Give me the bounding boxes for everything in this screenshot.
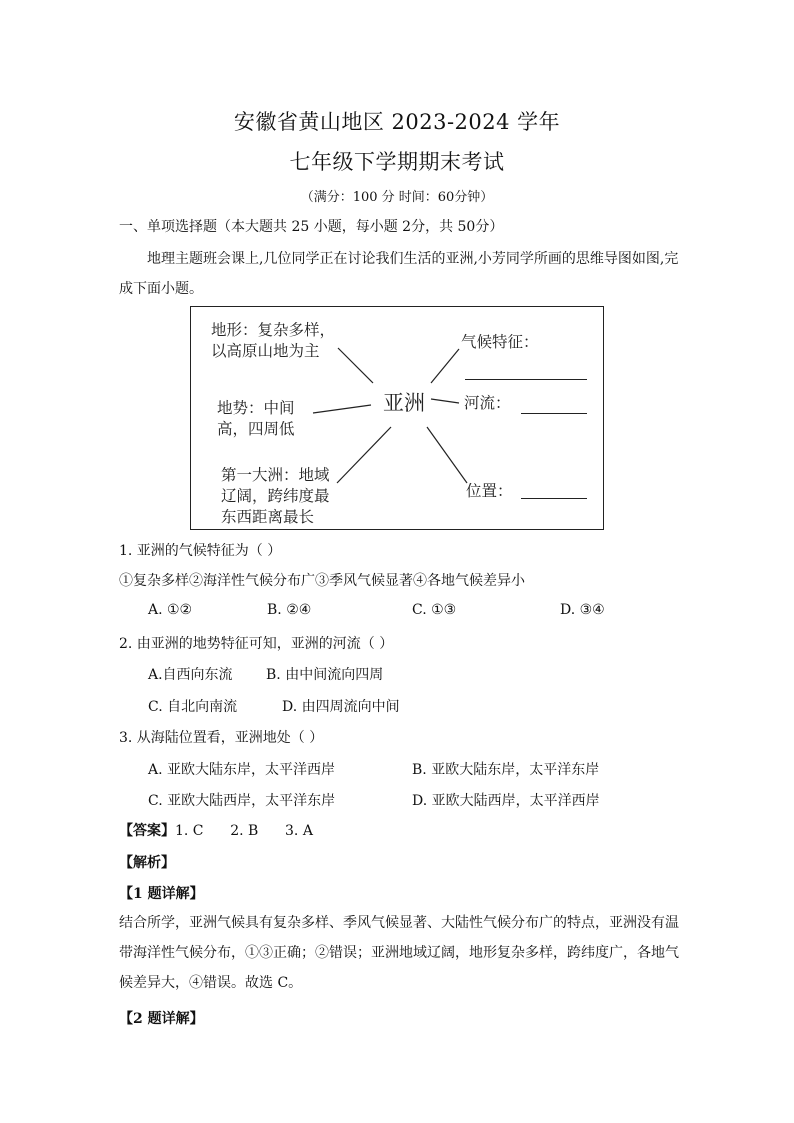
relief-label: 地势：中间 高，四周低: [217, 399, 295, 438]
connector-terrain: [338, 348, 373, 383]
location-label: 位置：: [466, 482, 513, 500]
question-3-option-c: C. 亚欧大陆西岸，太平洋东岸: [148, 793, 336, 809]
question-1-option-b: B. ②④: [267, 602, 312, 618]
rivers-blank: [521, 413, 587, 414]
section-heading: 一、单项选择题（本大题共 25 小题，每小题 2分，共 50分）: [119, 219, 504, 235]
question-2-option-d: D. 由四周流向中间: [282, 699, 400, 715]
question-2-option-b: B. 由中间流向四周: [266, 667, 384, 683]
intro-paragraph: 地理主题班会课上,几位同学正在讨论我们生活的亚洲,小芳同学所画的思维导图如图,完成下面小题。: [119, 251, 679, 297]
connector-climate: [431, 349, 459, 383]
question-1-option-d: D. ③④: [560, 602, 605, 618]
center-node-asia: 亚洲: [383, 391, 425, 415]
question-1-option-c: C. ①③: [412, 602, 457, 618]
analysis-label: 【解析】: [119, 855, 175, 871]
answer-values: 1. C 2. B 3. A: [175, 823, 313, 839]
terrain-label: 地形：复杂多样， 以高原山地为主: [211, 321, 336, 360]
q2-explanation-label: 【2 题详解】: [119, 1011, 204, 1027]
question-1-stem: 1. 亚洲的气候特征为（ ）: [119, 543, 282, 559]
question-3-stem: 3. 从海陆位置看，亚洲地处（ ）: [119, 730, 324, 746]
connector-relief: [313, 405, 371, 413]
climate-label: 气候特征：: [461, 333, 539, 351]
q1-explanation-text: 结合所学，亚洲气候具有复杂多样、季风气候显著、大陆性气候分布广的特点，亚洲没有温带海洋性气候分布，①③正确；②错误；亚洲地域辽阔，地形复杂多样，跨纬度广，各地气候差异大，④错误。故选 C。: [119, 915, 679, 991]
question-1-option-a: A. ①②: [148, 602, 193, 618]
continent-label: 第一大洲：地域 辽阔，跨纬度最 东西距离最长: [221, 466, 330, 526]
exam-title-line2: 七年级下学期期末考试: [289, 150, 505, 174]
question-2-stem: 2. 由亚洲的地势特征可知，亚洲的河流（ ）: [119, 636, 394, 652]
location-blank: [521, 498, 587, 499]
mind-map-diagram: [190, 306, 604, 530]
answer-line: [119, 820, 313, 840]
question-3-option-b: B. 亚欧大陆东岸，太平洋东岸: [412, 762, 600, 778]
connector-continent: [337, 427, 391, 483]
question-1-statements: ①复杂多样②海洋性气候分布广③季风气候显著④各地气候差异小: [119, 573, 525, 589]
question-3-option-d: D. 亚欧大陆西岸，太平洋西岸: [412, 793, 600, 809]
exam-info: （满分：100 分 时间：60分钟）: [300, 190, 494, 205]
q1-explanation-label: 【1 题详解】: [119, 886, 204, 902]
rivers-label: 河流：: [464, 394, 511, 412]
answer-label: 【答案】: [119, 823, 175, 839]
connector-location: [427, 427, 467, 483]
question-2-option-a: A.自西向东流: [148, 667, 233, 683]
question-2-option-c: C. 自北向南流: [148, 699, 238, 715]
question-3-option-a: A. 亚欧大陆东岸，太平洋西岸: [148, 762, 336, 778]
exam-title-line1: 安徽省黄山地区 2023-2024 学年: [233, 110, 561, 134]
connector-rivers: [431, 399, 459, 403]
climate-blank: [465, 379, 587, 380]
